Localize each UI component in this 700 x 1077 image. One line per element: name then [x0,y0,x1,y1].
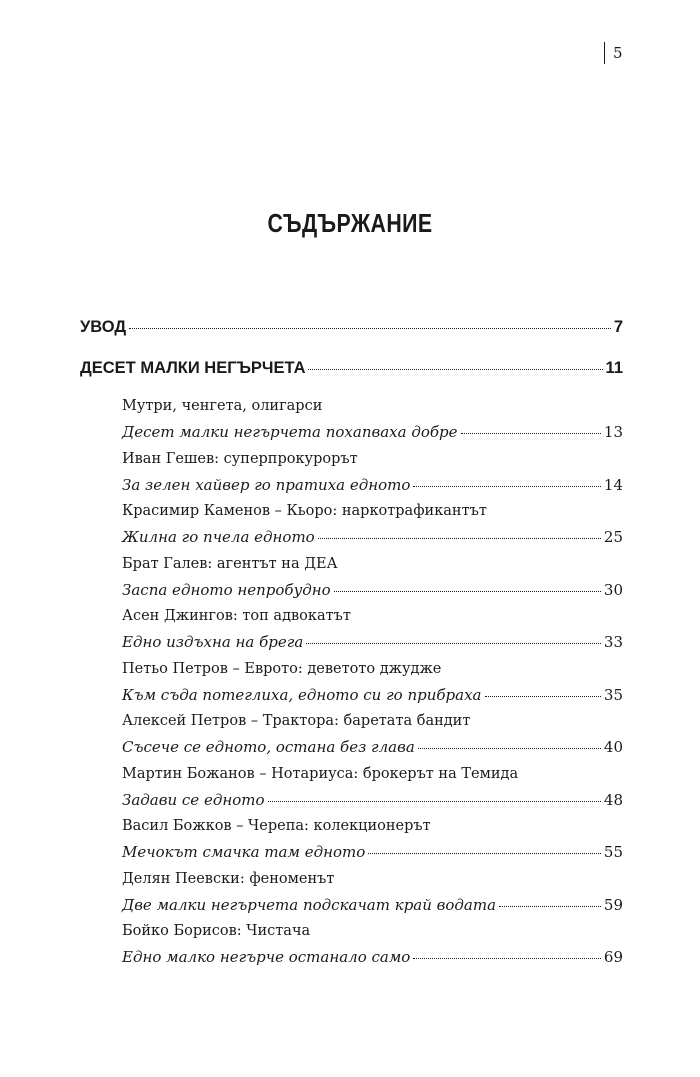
toc-entry-subtitle: Едно издъхна на брега [122,633,304,651]
toc-page-number: 69 [603,948,623,966]
toc-entry[interactable] [122,476,623,494]
toc-entry-heading: Бойко Борисов: Чистача [122,923,311,939]
toc-page-number: 25 [603,528,623,546]
toc-entry-subtitle: Заспа едното непробудно [122,580,331,599]
toc-entry-heading: Петьо Петров – Еврото: деветото джудже [122,660,442,677]
toc-section-label: ДЕСЕТ МАЛКИ НЕГЪРЧЕТА [80,359,306,377]
toc-page-number: 59 [603,895,623,914]
toc-entry-heading: Алексей Петров – Трактора: баретата бандит [122,713,471,729]
toc-leader-dots [418,748,601,749]
toc-entry[interactable] [122,528,623,546]
toc-page-number: 55 [603,843,623,861]
toc-leader-dots [413,486,600,487]
toc-page-number: 35 [603,685,623,704]
toc-leader-dots [268,801,601,802]
toc-entry-heading: Мартин Божанов – Нотариуса: брокерът на Темида [122,765,519,782]
toc-entry[interactable] [122,686,623,704]
toc-page-number: 48 [603,790,623,809]
toc-page-number: 7 [613,318,623,336]
toc-entry-subtitle: Десет малки негърчета похапваха добре [122,423,458,441]
toc-entry[interactable] [122,896,623,914]
toc-page-number: 14 [603,475,623,494]
toc-page-number: 33 [603,633,623,651]
toc-entry-heading: Асен Джингов: топ адвокатът [122,608,351,624]
toc-entry[interactable] [122,738,623,756]
toc-entry[interactable] [122,791,623,809]
toc-page-number: 11 [605,359,623,377]
page-number [604,42,623,64]
toc-page-number: 13 [603,423,623,441]
toc-leader-dots [368,853,601,854]
toc-entry-subtitle: Задави се едното [122,790,265,809]
toc-entry-heading: Иван Гешев: суперпрокурорът [122,450,358,467]
toc-entry-heading: Васил Божков – Черепа: колекционерът [122,818,431,834]
toc-leader-dots [318,538,601,539]
toc-entry[interactable] [122,581,623,599]
toc-entry-heading: Делян Пеевски: феноменът [122,870,335,887]
toc-page-number: 30 [603,580,623,599]
toc-section-ten-little[interactable] [80,359,623,378]
toc-entry-subtitle: Едно малко негърче останало само [122,948,411,966]
toc-entry-subtitle: За зелен хайвер го пратиха едното [122,475,411,494]
toc-entry[interactable] [122,633,623,651]
toc-leader-dots [485,696,601,697]
toc-entry[interactable] [122,843,623,861]
toc-entry[interactable] [122,948,623,966]
toc-leader-dots [334,591,601,592]
toc-leader-dots [308,369,602,370]
toc-entry-subtitle: Две малки негърчета подскачат край водата [122,895,497,914]
toc-entry-subtitle: Съсече се едното, остана без глава [122,738,415,756]
toc-leader-dots [499,906,601,907]
toc-leader-dots [129,328,611,329]
toc-entry-subtitle: Към съда потеглиха, едното си го прибраха [122,685,482,704]
page-number-divider [604,42,605,64]
toc-section-label: УВОД [80,318,127,336]
page-title: СЪДЪРЖАНИЕ [267,208,433,238]
toc-entry-subtitle: Жилна го пчела едното [122,528,315,546]
toc-entry-subtitle: Мечокът смачка там едното [122,843,366,861]
toc-leader-dots [413,958,601,959]
page-number-value: 5 [613,44,623,62]
toc-entry[interactable] [122,423,623,441]
toc-entry-heading: Мутри, ченгета, олигарси [122,398,323,414]
toc-page-number: 40 [603,738,623,756]
toc-entry-heading: Красимир Каменов – Кьоро: наркотрафикантът [122,503,487,519]
toc-leader-dots [461,433,601,434]
toc-leader-dots [306,643,601,644]
toc-entry-heading: Брат Галев: агентът на ДЕА [122,555,338,572]
toc-section-intro[interactable] [80,318,623,337]
